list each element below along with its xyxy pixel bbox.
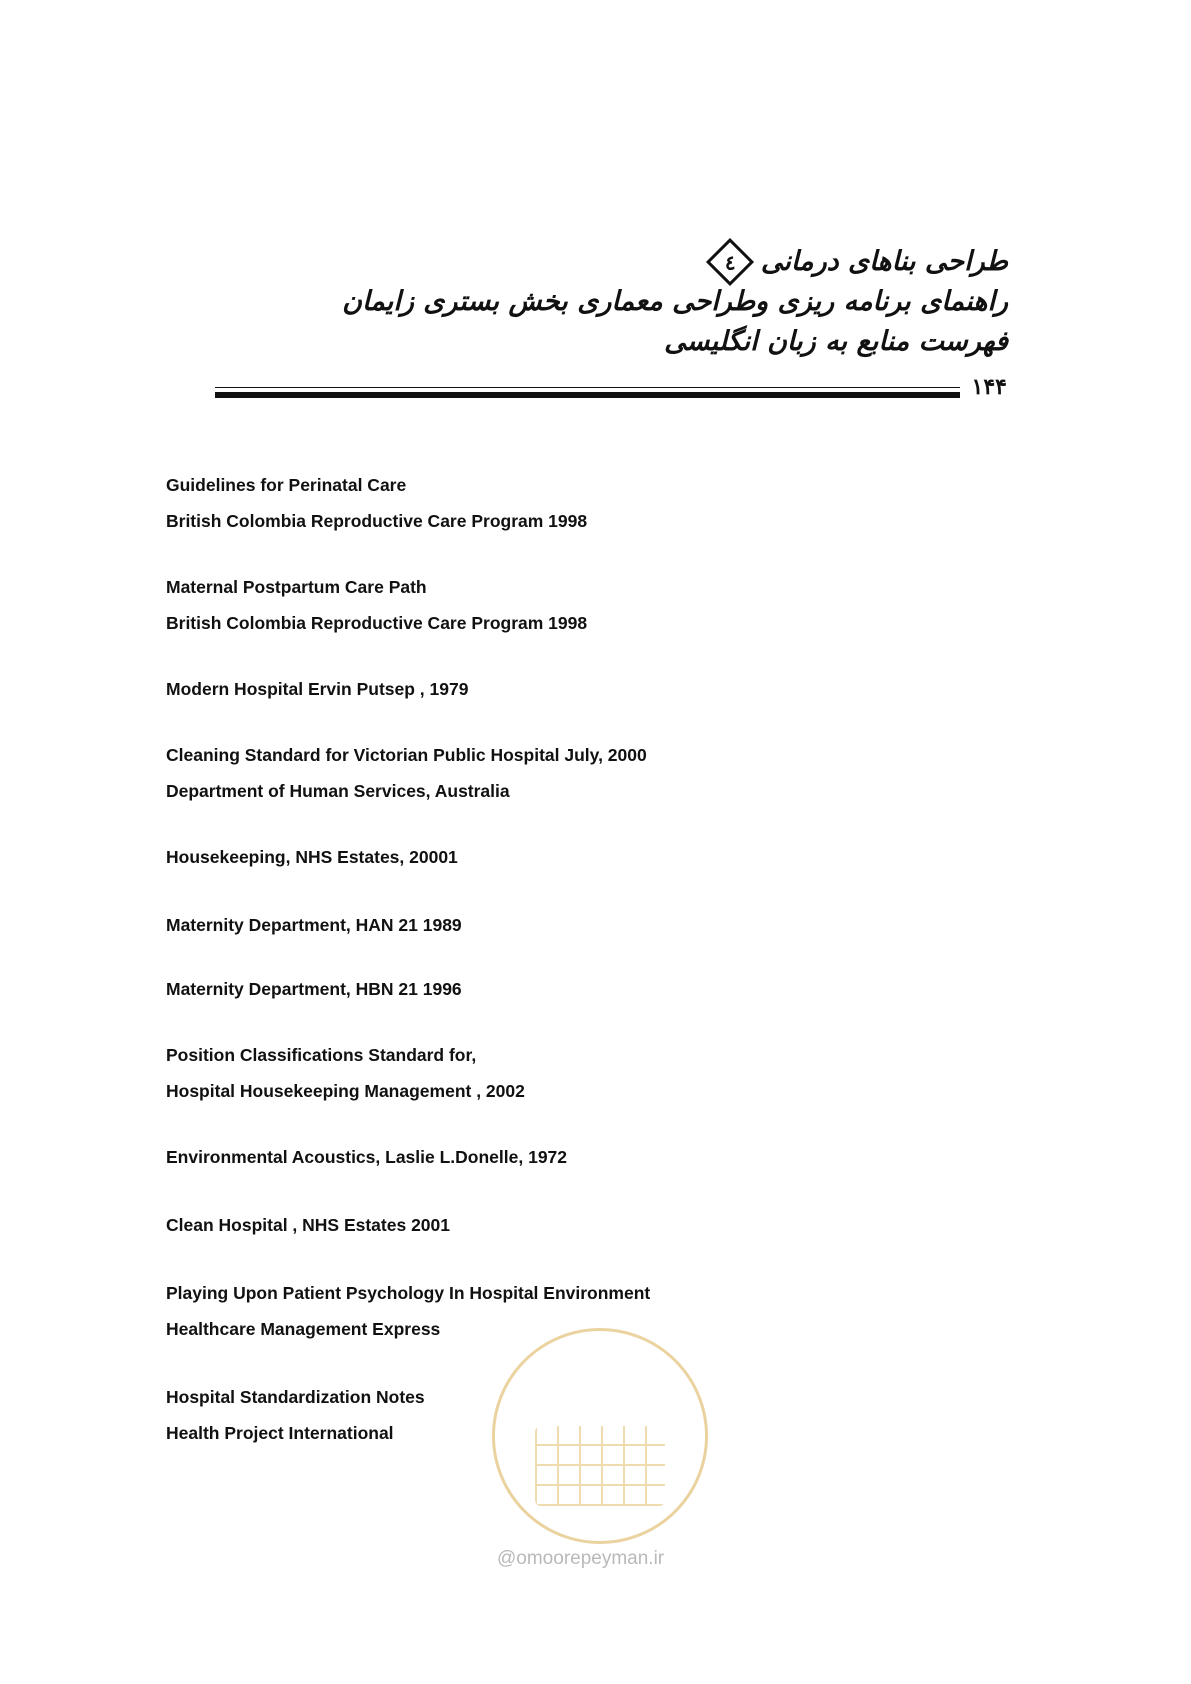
reference-list [166,467,866,1451]
header-rule-thin [215,387,960,388]
section-title: فهرست منابع به زبان انگلیسی [664,326,1008,357]
volume-number: ٤ [724,250,736,274]
reference-entry [166,569,866,641]
series-title-row [200,242,1008,282]
reference-entry [166,1139,866,1175]
page-number: ۱۴۴ [971,374,1007,400]
reference-line: Modern Hospital Ervin Putsep , 1979 [166,679,469,699]
reference-line: British Colombia Reproductive Care Program 1998 [166,613,588,633]
reference-line: Maternity Department, HAN 21 1989 [166,915,462,935]
reference-line: Healthcare Management Express [166,1319,441,1339]
page-header [200,242,1008,362]
reference-line: Health Project International [166,1423,394,1443]
volume-diamond-icon [706,238,754,286]
reference-line: British Colombia Reproductive Care Program 1998 [166,511,588,531]
reference-line: Maternal Postpartum Care Path [166,577,427,597]
reference-line: Environmental Acoustics, Laslie L.Donelle, 1972 [166,1147,568,1167]
header-rule [215,374,1007,400]
reference-entry [166,737,866,809]
reference-line: Cleaning Standard for Victorian Public Hospital July, 2000 [166,745,647,765]
watermark-site: @omoorepeyman.ir [497,1548,665,1569]
reference-line: Playing Upon Patient Psychology In Hospital Environment [166,1283,651,1303]
reference-entry [166,907,866,943]
series-title: طراحی بناهای درمانی [760,246,1008,277]
reference-entry [166,971,866,1007]
reference-entry [166,839,866,875]
reference-line: Position Classifications Standard for, [166,1045,477,1065]
watermark-seal-icon [492,1328,708,1544]
reference-line: Guidelines for Perinatal Care [166,475,407,495]
reference-entry [166,467,866,539]
header-rule-thick [215,392,960,398]
reference-entry [166,671,866,707]
reference-line: Hospital Housekeeping Management , 2002 [166,1081,525,1101]
reference-entry [166,1037,866,1109]
reference-entry [166,1207,866,1243]
reference-line: Housekeeping, NHS Estates, 20001 [166,847,458,867]
book-title: راهنمای برنامه ریزی وطراحی معماری بخش بستری زایمان [342,286,1008,317]
reference-line: Maternity Department, HBN 21 1996 [166,979,462,999]
reference-line: Clean Hospital , NHS Estates 2001 [166,1215,450,1235]
watermark-grid [535,1426,665,1506]
reference-line: Hospital Standardization Notes [166,1387,425,1407]
reference-line: Department of Human Services, Australia [166,781,510,801]
reference-entry [166,1275,866,1347]
